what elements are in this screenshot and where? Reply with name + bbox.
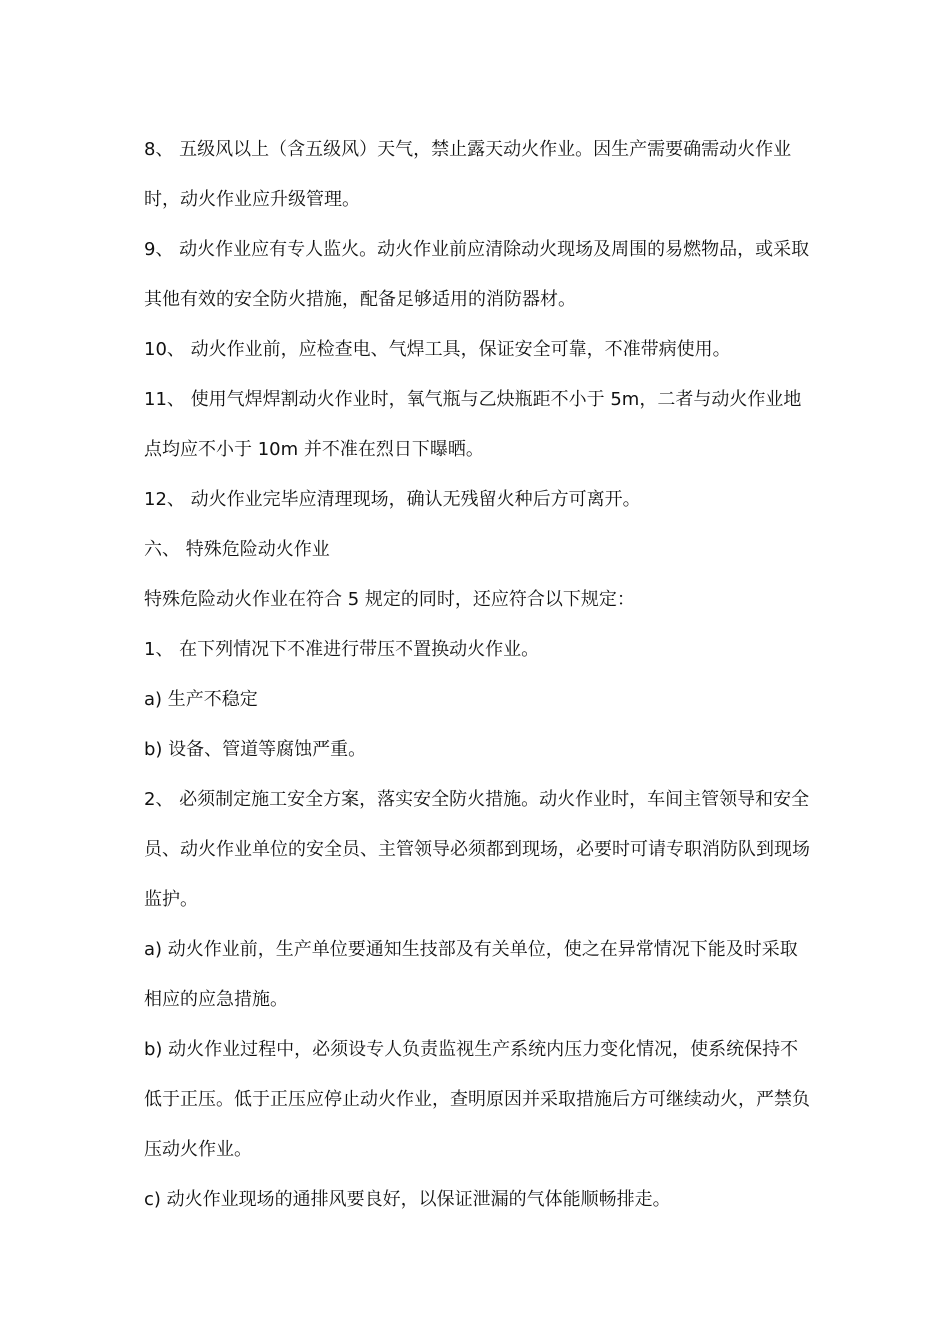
document-body bbox=[144, 125, 814, 1225]
sub-item-2c: c) 动火作业现场的通排风要良好，以保证泄漏的气体能顺畅排走。 bbox=[144, 1189, 671, 1210]
paragraph-item-9: 9、 动火作业应有专人监火。动火作业前应清除动火现场及周围的易燃物品，或采取其他有效的安全防火措施，配备足够适用的消防器材。 bbox=[144, 239, 810, 310]
sub-item-1b: b) 设备、管道等腐蚀严重。 bbox=[144, 739, 367, 760]
paragraph-item-11: 11、 使用气焊焊割动火作业时，氧气瓶与乙炔瓶距不小于 5m，二者与动火作业地点均应不小于 10m 并不准在烈日下曝晒。 bbox=[144, 389, 802, 460]
section-intro: 特殊危险动火作业在符合 5 规定的同时，还应符合以下规定： bbox=[144, 589, 635, 610]
paragraph-item-12: 12、 动火作业完毕应清理现场，确认无残留火种后方可离开。 bbox=[144, 489, 641, 510]
section-heading: 六、 特殊危险动火作业 bbox=[144, 539, 330, 560]
rule-item-1: 1、 在下列情况下不准进行带压不置换动火作业。 bbox=[144, 639, 540, 660]
rule-item-2: 2、 必须制定施工安全方案，落实安全防火措施。动火作业时，车间主管领导和安全员、动火作业单位的安全员、主管领导必须都到现场，必要时可请专职消防队到现场监护。 bbox=[144, 789, 810, 910]
sub-item-2a: a) 动火作业前，生产单位要通知生技部及有关单位，使之在异常情况下能及时采取相应的应急措施。 bbox=[144, 939, 798, 1010]
sub-item-2b: b) 动火作业过程中，必须设专人负责监视生产系统内压力变化情况，使系统保持不低于正压。低于正压应停止动火作业，查明原因并采取措施后方可继续动火，严禁负压动火作业。 bbox=[144, 1039, 810, 1160]
paragraph-item-10: 10、 动火作业前，应检查电、气焊工具，保证安全可靠，不准带病使用。 bbox=[144, 339, 731, 360]
paragraph-item-8: 8、 五级风以上（含五级风）天气，禁止露天动火作业。因生产需要确需动火作业时，动火作业应升级管理。 bbox=[144, 139, 792, 210]
sub-item-1a: a) 生产不稳定 bbox=[144, 689, 258, 710]
